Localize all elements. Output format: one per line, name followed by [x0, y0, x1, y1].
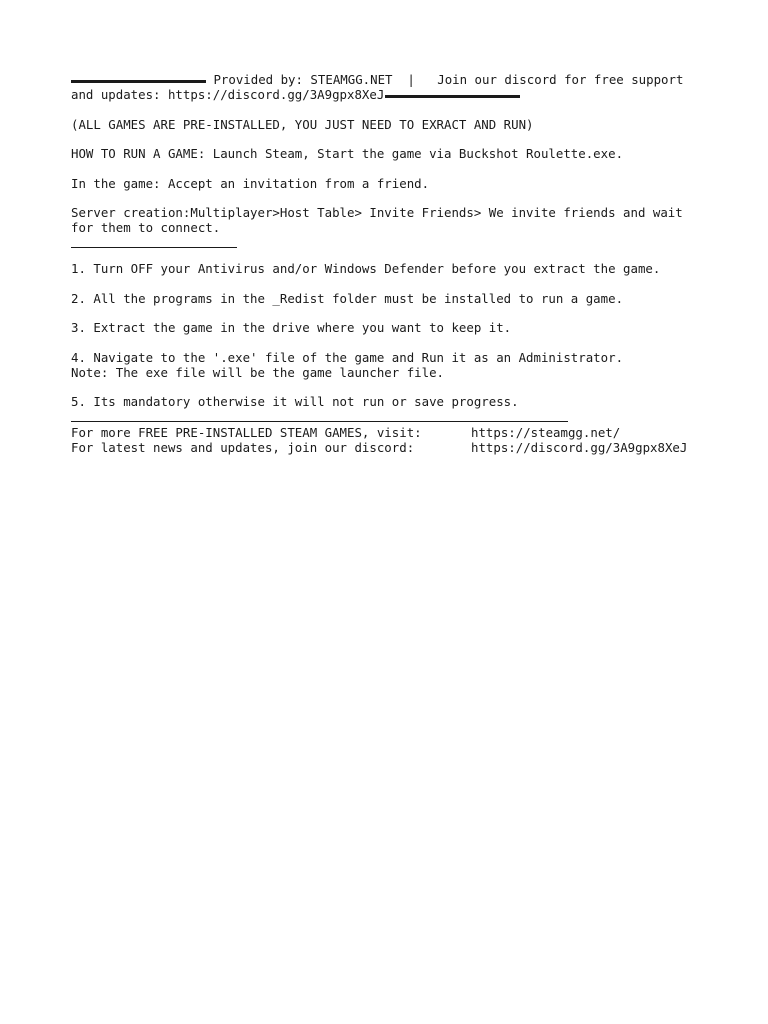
- footer-discord-label: For latest news and updates, join our discord:: [71, 440, 415, 455]
- footer-discord-row: [71, 440, 701, 455]
- footer-games-url: https://steamgg.net/: [471, 425, 621, 440]
- header-line-1: [71, 72, 701, 87]
- section-divider-long: [71, 421, 568, 422]
- in-game-text: In the game: Accept an invitation from a friend.: [71, 175, 430, 191]
- header-line-2: [71, 87, 701, 102]
- decorative-bar-left: [71, 80, 206, 83]
- step-2: 2. All the programs in the _Redist folder must be installed to run a game.: [71, 290, 624, 306]
- readme-document: [71, 72, 701, 455]
- preinstalled-notice: (ALL GAMES ARE PRE-INSTALLED, YOU JUST NEED TO EXRACT AND RUN): [71, 116, 534, 132]
- header-discord-text: and updates: https://discord.gg/3A9gpx8XeJ: [71, 87, 385, 102]
- footer-games-label: For more FREE PRE-INSTALLED STEAM GAMES, visit:: [71, 425, 422, 440]
- how-to-run-text: HOW TO RUN A GAME: Launch Steam, Start the game via Buckshot Roulette.exe.: [71, 146, 624, 161]
- step-5: 5. Its mandatory otherwise it will not run or save progress.: [71, 394, 519, 409]
- server-creation-line-2: for them to connect.: [71, 220, 221, 235]
- step-1: 1. Turn OFF your Antivirus and/or Windows Defender before you extract the game.: [71, 261, 661, 276]
- decorative-bar-right: [385, 95, 520, 98]
- footer-games-row: [71, 425, 701, 440]
- footer-discord-url: https://discord.gg/3A9gpx8XeJ: [471, 440, 688, 455]
- server-creation-line-1: Server creation:Multiplayer>Host Table> Invite Friends> We invite friends and wait: [71, 205, 683, 220]
- header-provider-text: Provided by: STEAMGG.NET | Join our discord for free support: [206, 72, 684, 87]
- step-3: 3. Extract the game in the drive where you want to keep it.: [71, 320, 512, 335]
- step-4: 4. Navigate to the '.exe' file of the game and Run it as an Administrator.: [71, 349, 624, 365]
- step-4-note: Note: The exe file will be the game launcher file.: [71, 364, 444, 380]
